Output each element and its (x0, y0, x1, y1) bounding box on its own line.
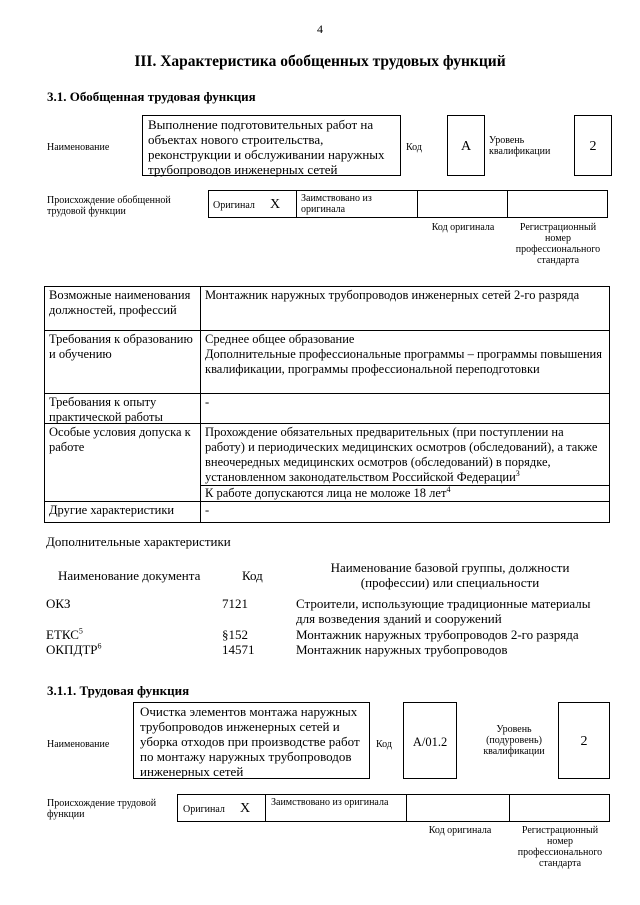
gtf-original-label: Оригинал (213, 200, 255, 211)
tf-level-label: Уровень (подуровень) квалификации (483, 724, 545, 757)
requirements-table (44, 286, 610, 523)
req-row-5-label: Другие характеристики (49, 503, 175, 517)
req-row-4-text: Прохождение обязательных предварительных (при поступлении на работу) и периодических медицинских осмотров (обследований), а также внеочередных медицинских осмотров (обследований) в порядке, установленном законодательством Российской Федерации (205, 425, 598, 484)
tf-reg-number-caption: Регистрационный номер профессионального стандарта (517, 825, 603, 869)
tf-original-label: Оригинал (183, 804, 225, 815)
gtf-origin-label: Происхождение обобщенной трудовой функции (47, 195, 171, 217)
footnote-6: 6 (97, 641, 102, 651)
tf-level-box (558, 702, 610, 779)
footnote-3: 3 (515, 468, 520, 478)
gtf-name-label: Наименование (47, 142, 110, 153)
tf-code-original-caption: Код оригинала (428, 825, 492, 836)
gtf-origin-table (208, 190, 608, 218)
tf-original-mark: X (240, 801, 251, 816)
gtf-name-box (142, 115, 401, 176)
req-row-3-label: Требования к опыту практической работы (49, 395, 163, 424)
additional-row-2-doc (46, 627, 83, 642)
gtf-code-label: Код (406, 142, 422, 153)
req-row-4-value2 (205, 486, 605, 501)
additional-row-2-doc-text: ЕТКС (46, 627, 79, 642)
additional-row-1-doc: ОКЗ (46, 596, 71, 611)
tf-code-value: А/01.2 (412, 735, 448, 749)
req-row-3-value: - (205, 395, 210, 409)
additional-row-2-code: §152 (222, 627, 248, 642)
additional-row-2-name: Монтажник наружных трубопроводов 2-го разряда (296, 627, 579, 642)
tf-heading: 3.1.1. Трудовая функция (47, 683, 190, 698)
gtf-code-original-caption: Код оригинала (431, 222, 495, 233)
tf-level-value: 2 (580, 734, 588, 749)
req-row-2-value: Среднее общее образование (205, 332, 355, 346)
tf-code-label: Код (376, 739, 392, 750)
gtf-level-label: Уровень квалификации (489, 135, 551, 157)
gtf-original-mark: X (270, 197, 281, 212)
additional-title: Дополнительные характеристики (46, 534, 231, 549)
tf-origin-label: Происхождение трудовой функции (47, 798, 157, 820)
gtf-reg-number-caption: Регистрационный номер профессионального стандарта (515, 222, 601, 266)
footnote-4: 4 (446, 484, 451, 494)
req-row-1-label: Возможные наименования должностей, профессий (49, 288, 191, 317)
req-row-4-value (205, 425, 605, 485)
additional-row-1-name: Строители, использующие традиционные материалы для возведения зданий и сооружений (296, 596, 591, 626)
tf-name-value: Очистка элементов монтажа наружных трубопроводов инженерных сетей и уборка отходов при производстве работ по монтажу наружных трубопроводов инженерных сетей (140, 704, 360, 779)
additional-row-1-code: 7121 (222, 596, 248, 611)
tf-origin-table (177, 794, 610, 822)
tf-borrowed-label: Заимствовано из оригинала (271, 797, 389, 808)
section-title: III. Характеристика обобщенных трудовых функций (134, 53, 506, 70)
tf-name-box (133, 702, 370, 779)
gtf-code-box (447, 115, 485, 176)
additional-col-doc: Наименование документа (58, 568, 201, 583)
req-row-4-text2: К работе допускаются лица не моложе 18 лет (205, 486, 447, 500)
tf-code-box (403, 702, 457, 779)
page-number: 4 (317, 22, 323, 36)
additional-row-3-name: Монтажник наружных трубопроводов (296, 642, 508, 657)
gtf-name-value: Выполнение подготовительных работ на объектах нового строительства, реконструкции и обслуживании наружных трубопроводов инженерных сетей (148, 117, 385, 177)
additional-row-3-doc-text: ОКПДТР (46, 642, 98, 657)
req-row-2-value2: Дополнительные профессиональные программы – программы повышения квалификации, программы профессиональной переподготовки (205, 347, 602, 376)
req-row-4-label: Особые условия допуска к работе (49, 425, 191, 454)
gtf-code-value: А (460, 139, 472, 154)
additional-row-3-code: 14571 (222, 642, 255, 657)
req-row-5-value: - (205, 503, 210, 517)
gtf-heading: 3.1. Обобщенная трудовая функция (47, 89, 256, 104)
additional-col-name: Наименование базовой группы, должности (профессии) или специальности (330, 560, 570, 590)
gtf-borrowed-label: Заимствовано из оригинала (301, 193, 372, 215)
tf-name-label: Наименование (47, 739, 110, 750)
additional-col-code: Код (242, 568, 263, 583)
additional-row-3-doc (46, 642, 102, 657)
gtf-level-box (574, 115, 612, 176)
req-row-1-value: Монтажник наружных трубопроводов инженерных сетей 2-го разряда (205, 288, 580, 302)
gtf-level-value: 2 (589, 139, 597, 154)
req-row-2-label: Требования к образованию и обучению (49, 332, 193, 361)
footnote-5: 5 (78, 626, 83, 636)
